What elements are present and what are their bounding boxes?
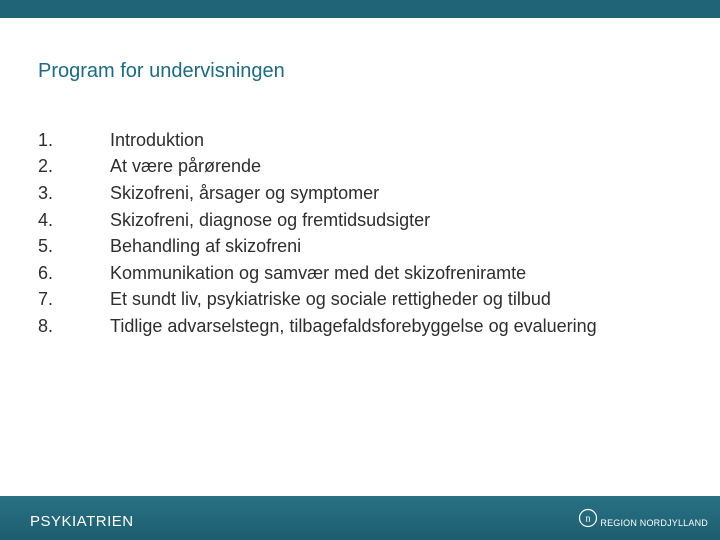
agenda-item: [38, 287, 597, 314]
agenda-item: [38, 207, 597, 234]
agenda-item: [38, 127, 597, 154]
agenda-item-text: Skizofreni, diagnose og fremtidsudsigter: [110, 209, 431, 230]
agenda-item-number: 4.: [38, 209, 54, 230]
agenda-item-number: 2.: [38, 156, 54, 177]
psykiatrien-logo: PSYKIATRIEN: [30, 513, 134, 530]
agenda-item-number: 8.: [38, 315, 54, 336]
agenda-item-text: At være pårørende: [110, 156, 262, 177]
agenda-item: [38, 154, 597, 181]
agenda-item-number: 6.: [38, 262, 54, 283]
agenda-list: [38, 127, 597, 340]
agenda-item: [38, 233, 597, 260]
agenda-item-number: 1.: [38, 129, 54, 150]
region-nordjylland-logo: [578, 504, 708, 528]
agenda-item: [38, 180, 597, 207]
region-mark-icon: [578, 508, 598, 528]
top-band: [0, 0, 720, 18]
agenda-item-number: 3.: [38, 182, 54, 203]
agenda-item-text: Kommunikation og samvær med det skizofreniramte: [110, 262, 527, 283]
agenda-item-text: Introduktion: [110, 129, 205, 150]
agenda-item-number: 7.: [38, 289, 54, 310]
agenda-item-text: Behandling af skizofreni: [110, 236, 302, 257]
agenda-item: [38, 313, 597, 340]
region-mark-glyph: n: [585, 513, 591, 525]
agenda-item-text: Skizofreni, årsager og symptomer: [110, 182, 380, 203]
agenda-item-number: 5.: [38, 236, 54, 257]
footer-band: [0, 496, 720, 540]
agenda-item-text: Tidlige advarselstegn, tilbagefaldsforebyggelse og evaluering: [110, 315, 597, 336]
agenda-item-text: Et sundt liv, psykiatriske og sociale rettigheder og tilbud: [110, 289, 551, 310]
slide-title: Program for undervisningen: [38, 60, 285, 82]
region-nordjylland-text: REGION NORDJYLLAND: [600, 518, 708, 528]
agenda-item: [38, 260, 597, 287]
